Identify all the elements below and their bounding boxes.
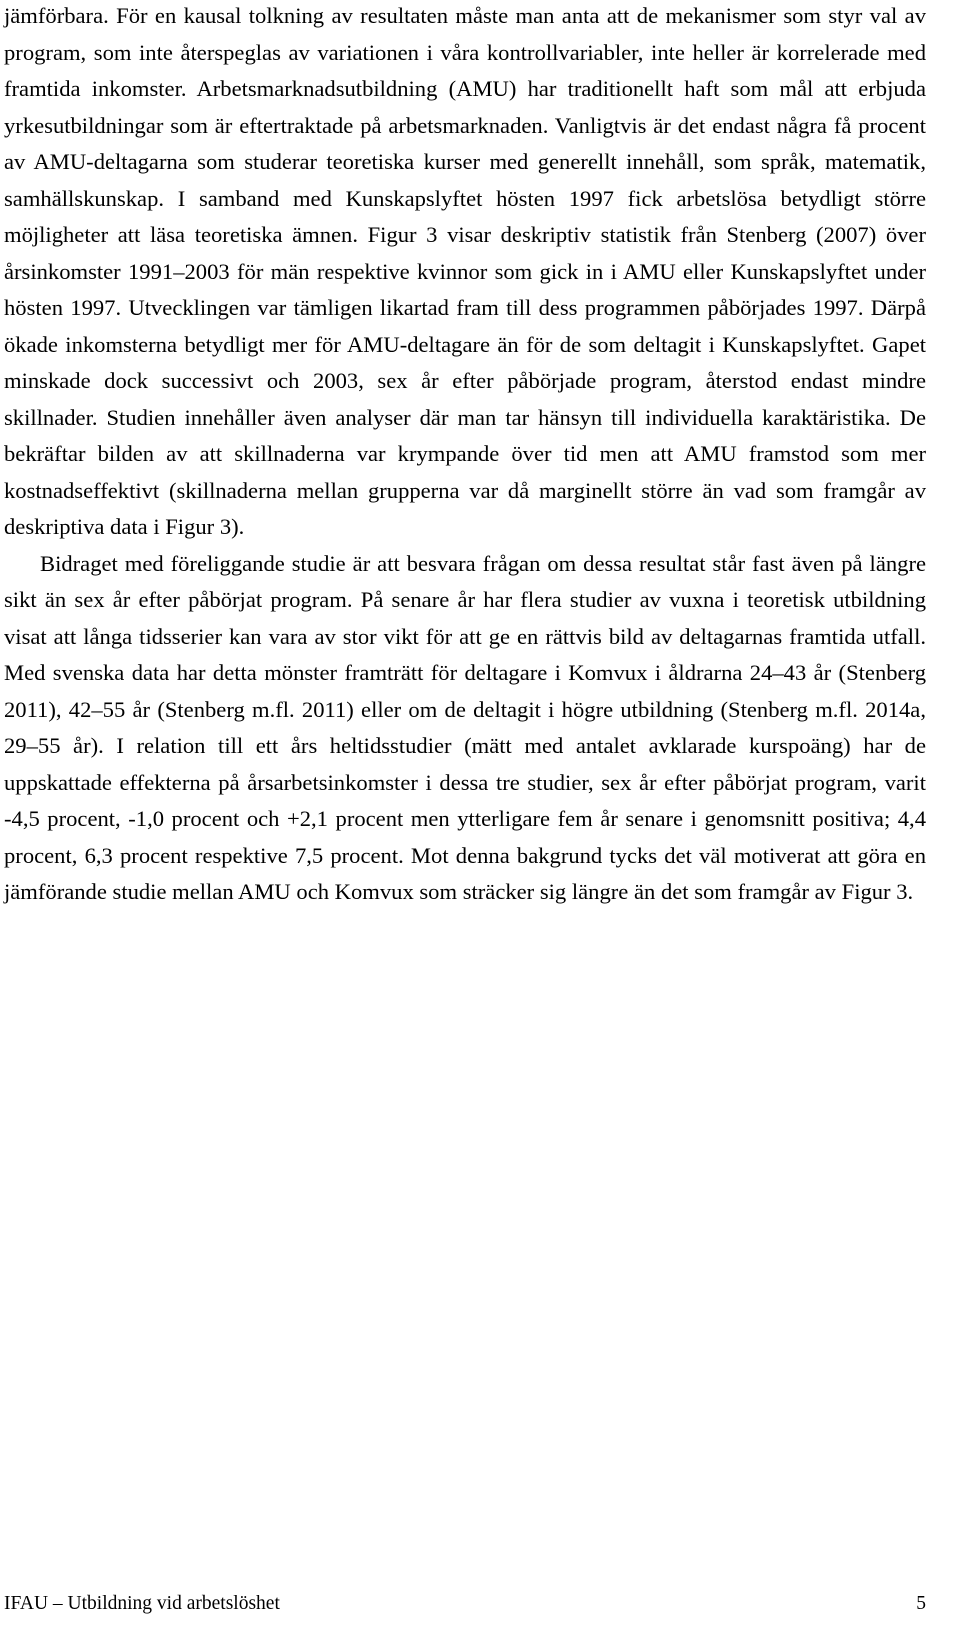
paragraph-contribution: Bidraget med föreliggande studie är att besvara frågan om dessa resultat står fast även på längre sikt än sex år efter påbörjat program. På senare år har flera studier av vuxna i teoretisk utbildning visat att långa tidsserier kan vara av stor vikt för att ge en rättvis bild av deltagarnas framtida utfall. Med svenska data har detta mönster framträtt för deltagare i Komvux i åldrarna 24–43 år (Stenberg 2011), 42–55 år (Stenberg m.fl. 2011) eller om de deltagit i högre utbildning (Stenberg m.fl. 2014a, 29–55 år). I relation till ett års heltidsstudier (mätt med antalet avklarade kurspoäng) har de uppskattade effekterna på årsarbetsinkomster i dessa tre studier, sex år efter påbörjat program, varit -4,5 procent, -1,0 procent och +2,1 procent men ytterligare fem år senare i genomsnitt positiva; 4,4 procent, 6,3 procent respektive 7,5 procent. Mot denna bakgrund tycks det väl motiverat att göra en jämförande studie mellan AMU och Komvux som sträcker sig längre än det som framgår av Figur 3. (4, 550, 926, 904)
footer-title: IFAU – Utbildning vid arbetslöshet (4, 1593, 280, 1614)
paragraph-continued: jämförbara. För en kausal tolkning av resultaten måste man anta att de mekanismer som styr val av program, som inte återspeglas av variationen i våra kontrollvariabler, inte heller är korrelerade med framtida inkomster. Arbetsmarknadsutbildning (AMU) har traditionellt haft som mål att erbjuda yrkesutbildningar som är eftertraktade på arbetsmarknaden. Vanligtvis är det endast några få procent av AMU-deltagarna som studerar teoretiska kurser med generellt innehåll, som språk, matematik, samhällskunskap. I samband med Kunskapslyftet hösten 1997 fick arbetslösa betydligt större möjligheter att läsa teoretiska ämnen. Figur 3 visar deskriptiv statistik från Stenberg (2007) över årsinkomster 1991–2003 för män respektive kvinnor som gick in i AMU eller Kunskapslyftet under hösten 1997. Utvecklingen var tämligen likartad fram till dess programmen påbörjades 1997. Därpå ökade inkomsterna betydligt mer för AMU-deltagare än för de som deltagit i Kunskapslyftet. Gapet minskade dock successivt och 2003, sex år efter påbörjade program, återstod endast mindre skillnader. Studien innehåller även analyser där man tar hänsyn till individuella karaktäristika. De bekräftar bilden av att skillnaderna var krympande över tid men att AMU framstod som mer kostnadseffektivt (skillnaderna mellan grupperna var då marginellt större än vad som framgår av deskriptiva data i Figur 3). (4, 3, 926, 539)
footer-divider (4, 1585, 926, 1586)
page-number: 5 (916, 1593, 926, 1614)
body-text (4, 0, 926, 911)
page-footer (4, 1589, 926, 1619)
